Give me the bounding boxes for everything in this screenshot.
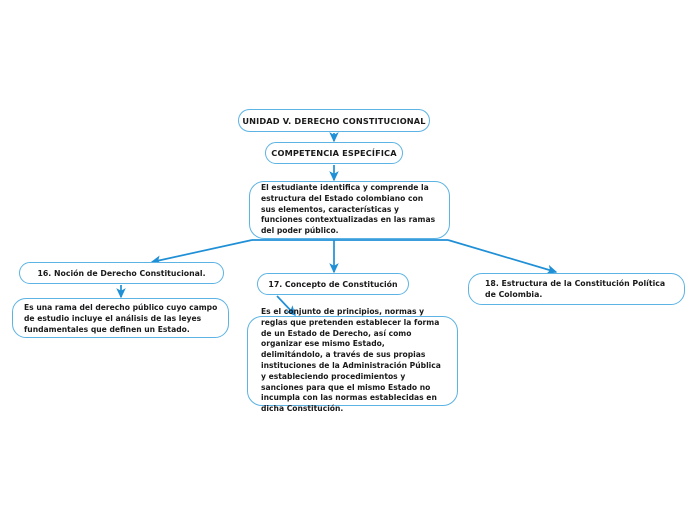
node-tema-16[interactable] bbox=[19, 262, 224, 284]
node-competencia-especifica-label: COMPETENCIA ESPECÍFICA bbox=[271, 148, 397, 158]
node-definicion-17[interactable] bbox=[247, 307, 458, 414]
node-tema-17-label: 17. Concepto de Constitución bbox=[268, 279, 398, 289]
node-definicion-16[interactable] bbox=[12, 298, 229, 338]
node-objetivo-estudiante-label: El estudiante identifica y comprende la estructura del Estado colombiano con sus elementos, características y funciones contextualizadas en las ramas del poder público. bbox=[261, 183, 436, 236]
node-tema-17[interactable] bbox=[257, 273, 409, 295]
node-definicion-17-label: Es el conjunto de principios, normas y reglas que pretenden establecer la forma de un Estado de Derecho, así como organizar ese mismo Estado, delimitándolo, a través de sus propias instituciones de la Administración Pública y estableciendo procedimientos y sanciones para que el mismo Estado no incumpla con las normas establecidas en dicha Constitución. bbox=[261, 307, 441, 414]
node-tema-18-label: 18. Estructura de la Constitución Política de Colombia. bbox=[485, 278, 666, 299]
node-competencia-especifica[interactable] bbox=[265, 142, 403, 164]
node-unidad-v-label: UNIDAD V. DERECHO CONSTITUCIONAL bbox=[242, 115, 426, 126]
node-tema-16-label: 16. Noción de Derecho Constitucional. bbox=[37, 268, 206, 278]
edge-objetivo-tema16 bbox=[152, 240, 252, 262]
node-objetivo-estudiante[interactable] bbox=[249, 181, 450, 239]
node-tema-18[interactable] bbox=[468, 273, 685, 305]
node-unidad-v[interactable] bbox=[238, 109, 430, 132]
node-definicion-16-label: Es una rama del derecho público cuyo campo de estudio incluye el análisis de las leyes fundamentales que definen un Estado. bbox=[24, 302, 218, 334]
edge-objetivo-tema18 bbox=[448, 240, 556, 272]
